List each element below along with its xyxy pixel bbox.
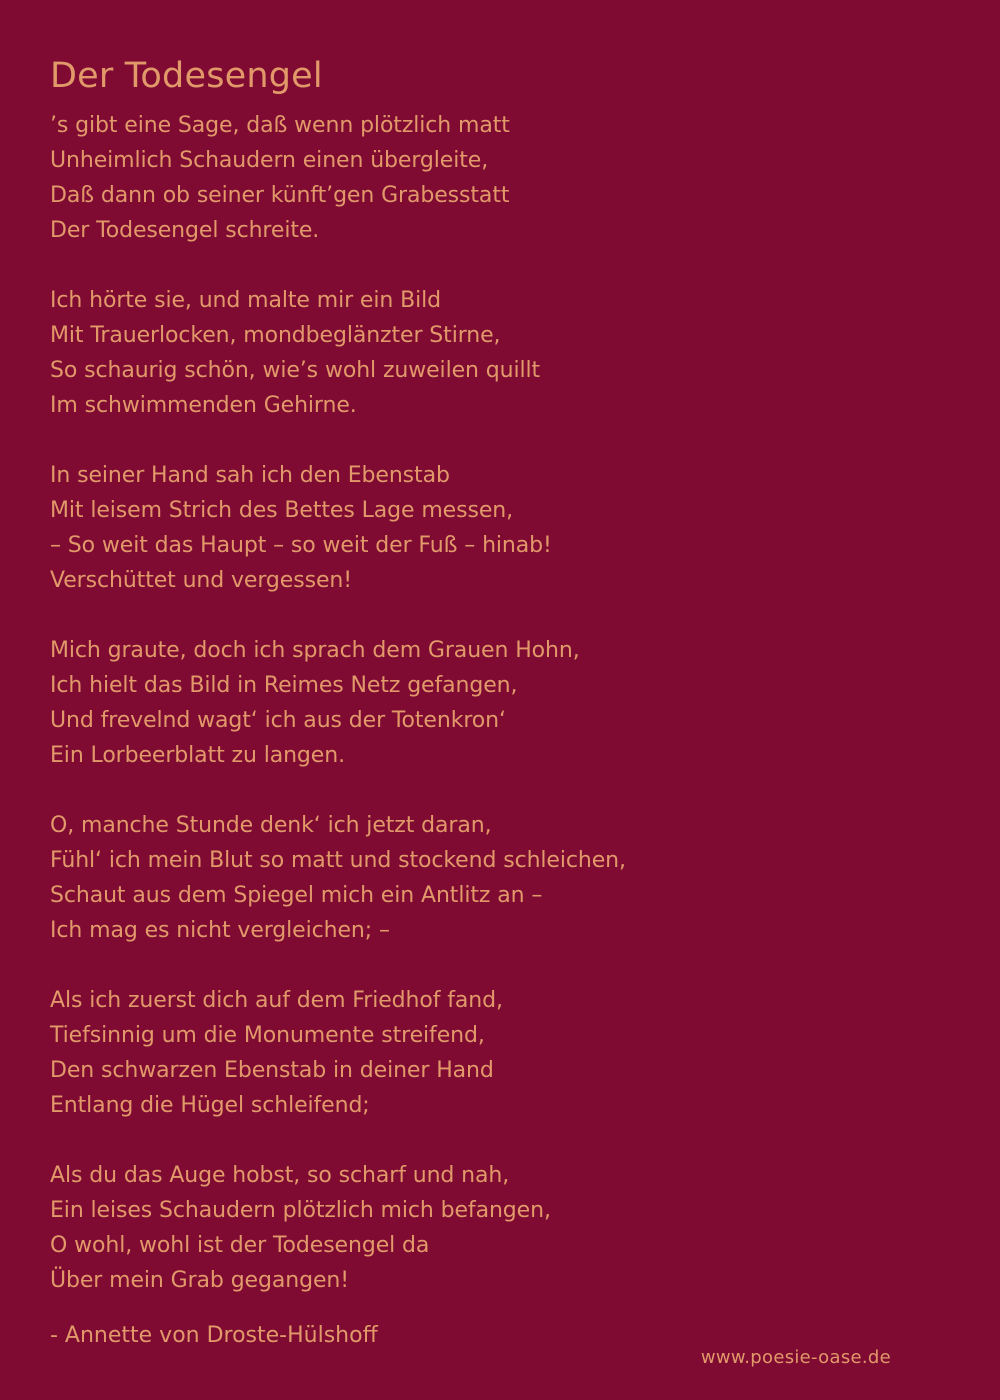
- stanza: [50, 458, 930, 598]
- stanza: [50, 808, 930, 948]
- poem-line: Und frevelnd wagt‘ ich aus der Totenkron‘: [50, 708, 506, 733]
- poem-line: ’s gibt eine Sage, daß wenn plötzlich matt: [50, 113, 510, 138]
- poem-line: Als ich zuerst dich auf dem Friedhof fand,: [50, 988, 503, 1013]
- poem-line: Den schwarzen Ebenstab in deiner Hand: [50, 1058, 494, 1083]
- poem-body: [50, 108, 930, 1333]
- poem-title: Der Todesengel: [50, 56, 323, 96]
- poem-line: Ein leises Schaudern plötzlich mich befangen,: [50, 1198, 551, 1223]
- poem-line: Ich mag es nicht vergleichen; –: [50, 918, 390, 943]
- poem-line: O, manche Stunde denk‘ ich jetzt daran,: [50, 813, 492, 838]
- stanza: [50, 633, 930, 773]
- poem-line: Mit leisem Strich des Bettes Lage messen,: [50, 498, 513, 523]
- poem-line: Fühl‘ ich mein Blut so matt und stockend schleichen,: [50, 848, 626, 873]
- poem-line: Im schwimmenden Gehirne.: [50, 393, 357, 418]
- poem-line: O wohl, wohl ist der Todesengel da: [50, 1233, 430, 1258]
- stanza: [50, 283, 930, 423]
- poem-line: Über mein Grab gegangen!: [50, 1268, 349, 1293]
- poem-line: Verschüttet und vergessen!: [50, 568, 352, 593]
- poem-line: – So weit das Haupt – so weit der Fuß – hinab!: [50, 533, 552, 558]
- poem-line: Ein Lorbeerblatt zu langen.: [50, 743, 345, 768]
- poem-line: Entlang die Hügel schleifend;: [50, 1093, 370, 1118]
- poem-line: In seiner Hand sah ich den Ebenstab: [50, 463, 450, 488]
- poem-line: Unheimlich Schaudern einen übergleite,: [50, 148, 489, 173]
- stanza: [50, 108, 930, 248]
- stanza: [50, 1158, 930, 1298]
- poem-line: Ich hörte sie, und malte mir ein Bild: [50, 288, 441, 313]
- poem-line: Schaut aus dem Spiegel mich ein Antlitz an –: [50, 883, 543, 908]
- poem-author: - Annette von Droste-Hülshoff: [50, 1323, 378, 1348]
- poem-line: Ich hielt das Bild in Reimes Netz gefangen,: [50, 673, 518, 698]
- poem-line: Mit Trauerlocken, mondbeglänzter Stirne,: [50, 323, 501, 348]
- poem-line: Daß dann ob seiner künft’gen Grabesstatt: [50, 183, 510, 208]
- poem-line: So schaurig schön, wie’s wohl zuweilen quillt: [50, 358, 541, 383]
- stanza: [50, 983, 930, 1123]
- poem-line: Der Todesengel schreite.: [50, 218, 320, 243]
- website-url: www.poesie-oase.de: [700, 1347, 891, 1368]
- poem-line: Als du das Auge hobst, so scharf und nah,: [50, 1163, 510, 1188]
- poem-line: Mich graute, doch ich sprach dem Grauen Hohn,: [50, 638, 580, 663]
- poem-line: Tiefsinnig um die Monumente streifend,: [50, 1023, 485, 1048]
